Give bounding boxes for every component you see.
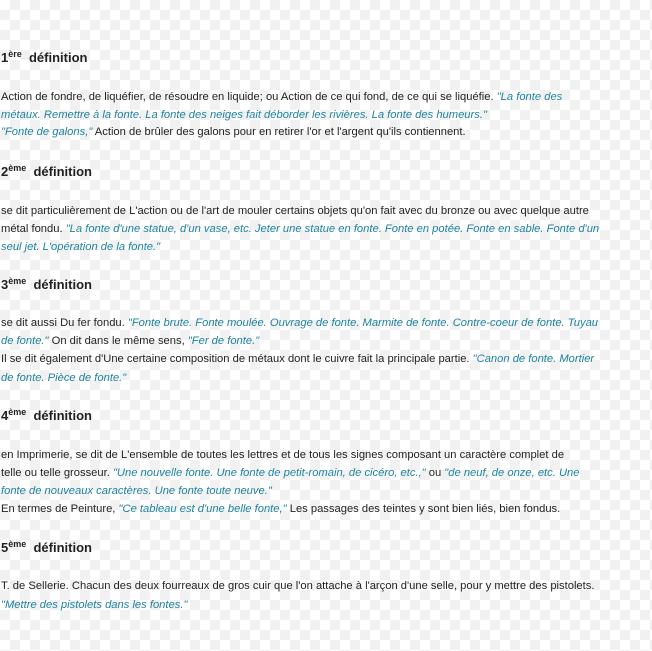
paragraph-line xyxy=(1,482,272,500)
paragraph-line xyxy=(1,106,487,124)
heading-number: 3 xyxy=(1,277,9,292)
heading-word: définition xyxy=(33,277,92,292)
example-quote: "Une nouvelle fonte. Une fonte de petit-romain, de cicéro, etc.," xyxy=(112,467,426,479)
heading-suffix: ème xyxy=(8,276,27,286)
definition-text: On dit dans le même sens, xyxy=(48,335,188,347)
paragraph-line xyxy=(1,88,562,106)
paragraph-line xyxy=(1,446,564,464)
section-heading xyxy=(1,408,92,423)
definition-text: T. de Sellerie. Chacun des deux fourreaux de gros cuir que l'on attache à l'arçon d'une selle, pour y mettre des pistolets. xyxy=(1,580,595,592)
section-heading xyxy=(1,540,92,555)
paragraph-line xyxy=(1,314,598,332)
example-quote: seul jet. L'opération de la fonte." xyxy=(1,241,161,253)
heading-word: définition xyxy=(33,408,92,423)
example-quote: "Mettre des pistolets dans les fontes." xyxy=(1,599,188,611)
example-quote: "Fer de fonte." xyxy=(187,335,260,347)
heading-suffix: ème xyxy=(8,163,27,173)
definition-text: Il se dit également d'Une certaine composition de métaux dont le cuivre fait la principale partie. xyxy=(1,353,473,365)
example-quote: "La fonte des xyxy=(496,91,563,103)
example-quote: "Canon de fonte. Mortier xyxy=(472,353,595,365)
definition-text: Action de fondre, de liquéfier, de résoudre en liquide; ou Action de ce qui fond, de ce qui se liquéfie. xyxy=(1,91,497,103)
paragraph-line xyxy=(1,350,594,368)
heading-word: définition xyxy=(33,540,92,555)
definition-text: En termes de Peinture, xyxy=(1,503,119,515)
paragraph-line xyxy=(1,464,580,482)
paragraph-line xyxy=(1,238,160,256)
paragraph-line xyxy=(1,220,599,238)
example-quote: "de neuf, de onze, etc. Une xyxy=(444,467,580,479)
example-quote: de fonte. Pièce de fonte." xyxy=(1,372,127,384)
example-quote: "La fonte d'une statue, d'un vase, etc. Jeter une statue en fonte. Fonte en potée. Fonte en sable. Fonte d'un xyxy=(65,223,600,235)
paragraph-line xyxy=(1,500,560,518)
heading-number: 5 xyxy=(1,540,9,555)
heading-word: définition xyxy=(28,50,88,65)
section-heading xyxy=(1,50,87,65)
section-heading xyxy=(1,164,92,179)
paragraph-line xyxy=(1,123,466,141)
example-quote: de fonte." xyxy=(1,335,49,347)
heading-suffix: ère xyxy=(8,49,22,59)
example-quote: fonte de nouveaux caractères. Une fonte toute neuve." xyxy=(1,485,272,497)
example-quote: "Fonte de galons," xyxy=(1,126,93,138)
heading-word: définition xyxy=(33,164,92,179)
example-quote: métaux. Remettre à la fonte. La fonte des neiges fait déborder les rivières. La fonte des humeurs." xyxy=(1,109,487,121)
section-heading xyxy=(1,277,92,292)
definition-text: ou xyxy=(425,467,445,479)
example-quote: "Ce tableau est d'une belle fonte," xyxy=(118,503,287,515)
paragraph-line xyxy=(1,202,589,220)
paragraph-line xyxy=(1,577,594,595)
definition-text: se dit aussi Du fer fondu. xyxy=(1,317,128,329)
heading-number: 2 xyxy=(1,164,9,179)
definition-text: métal fondu. xyxy=(1,223,66,235)
paragraph-line xyxy=(1,596,187,614)
heading-number: 4 xyxy=(1,408,9,423)
paragraph-line xyxy=(1,332,259,350)
heading-suffix: ème xyxy=(8,407,27,417)
heading-suffix: ème xyxy=(8,539,27,549)
definition-text: Les passages des teintes y sont bien liés, bien fondus. xyxy=(286,503,561,515)
definition-text: en Imprimerie, se dit de L'ensemble de toutes les lettres et de tous les signes composant un caractère complet de xyxy=(1,449,565,461)
heading-number: 1 xyxy=(1,50,9,65)
paragraph-line xyxy=(1,369,126,387)
definition-text: Action de brûler des galons pour en retirer l'or et l'argent qu'ils contiennent. xyxy=(92,126,466,138)
example-quote: "Fonte brute. Fonte moulée. Ouvrage de fonte. Marmite de fonte. Contre-coeur de fonte. Tuyau xyxy=(127,317,599,329)
definition-text: se dit particulièrement de L'action ou de l'art de mouler certains objets qu'on fait avec du bronze ou avec quelque autre xyxy=(1,205,589,217)
definition-text: telle ou telle grosseur. xyxy=(1,467,113,479)
